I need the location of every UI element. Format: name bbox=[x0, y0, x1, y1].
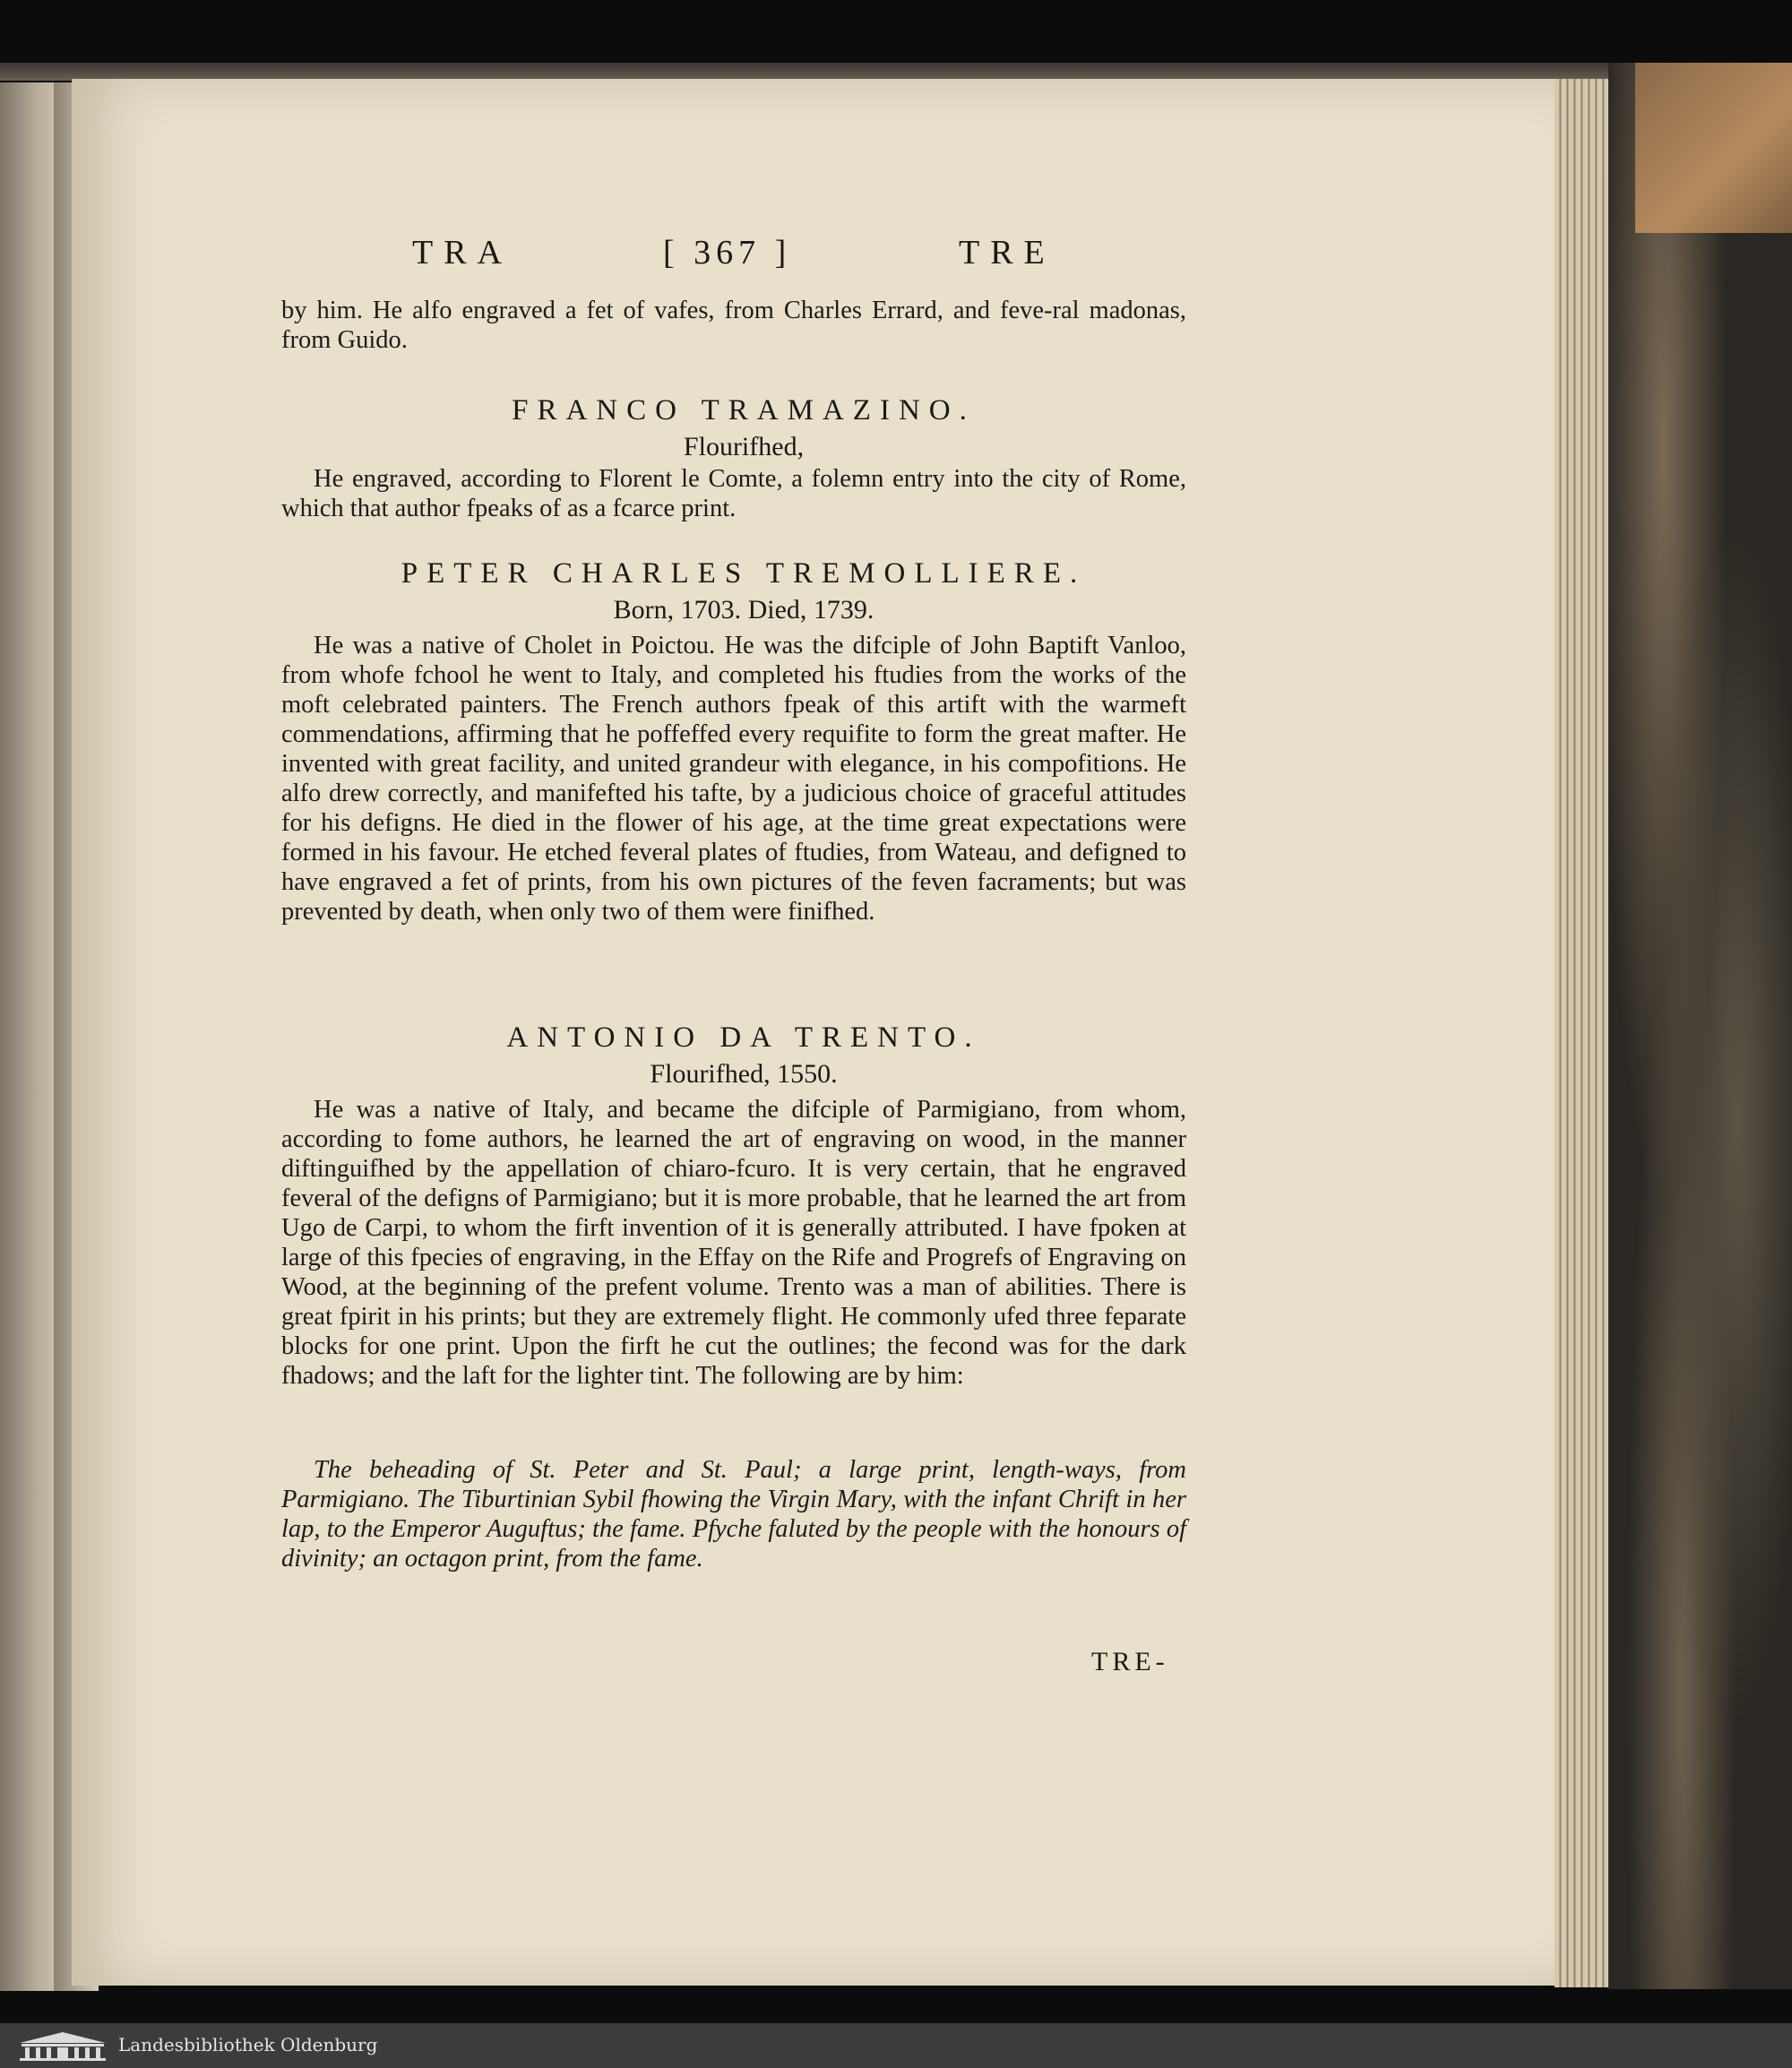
library-building-icon bbox=[18, 2030, 108, 2061]
continuation-paragraph: by him. He alfo engraved a fet of vafes, from Charles Errard, and feve-ral madonas, from Guido. bbox=[281, 297, 1186, 354]
works-list: The beheading of St. Peter and St. Paul; a large print, length-ways, from Parmigiano. The Tiburtinian Sybil fhowing the Virgin Mary, with the infant Chrift in her lap, to the Emperor Auguftus; the fame. Pfyche faluted by the people with the honours of divinity; an octagon print, from the fame. bbox=[281, 1456, 1186, 1573]
leather-corner bbox=[1635, 63, 1792, 233]
entry-dates: Flourifhed, bbox=[683, 432, 805, 461]
entry-heading: FRANCO TRAMAZINO. bbox=[512, 394, 976, 427]
entry-paragraph: He was a native of Cholet in Poictou. He was the difciple of John Baptift Vanloo, from whofe fchool he went to Italy, and completed his ftudies from the works of the moft celebrated painters. The French authors fpeak of this artift with the warmeft commendations, affirming that he poffeffed every requifite to form the great mafter. He invented with great facility, and united grandeur with elegance, in his compofitions. He alfo drew correctly, and manifefted his tafte, by a judicious choice of graceful attitudes for his defigns. He died in the flower of his age, at the time great expectations were formed in his favour. He etched feveral plates of ftudies, from Wateau, and defigned to have engraved a fet of prints, from his own pictures of the feven facraments; but was prevented by death, when only two of them were finifhed. bbox=[281, 632, 1186, 926]
entry-dates: Born, 1703. Died, 1739. bbox=[613, 595, 874, 625]
marbled-cover bbox=[1608, 63, 1792, 1989]
page-number: [ 367 ] bbox=[663, 234, 792, 271]
footer-bar bbox=[0, 2023, 1792, 2068]
entry-dates: Flourifhed, 1550. bbox=[650, 1059, 838, 1089]
catchword: TRE- bbox=[1091, 1647, 1169, 1676]
entry-heading: PETER CHARLES TREMOLLIERE. bbox=[401, 557, 1087, 590]
running-head-left: TRA bbox=[412, 234, 513, 271]
book-top-edge bbox=[0, 63, 1684, 81]
entry-heading: ANTONIO DA TRENTO. bbox=[506, 1021, 981, 1054]
running-head bbox=[412, 233, 1057, 276]
page-edges bbox=[1555, 79, 1608, 1987]
running-head-right: TRE bbox=[959, 234, 1055, 271]
library-name: Landesbibliothek Oldenburg bbox=[118, 2034, 378, 2055]
entry-paragraph: He was a native of Italy, and became the difciple of Parmigiano, from whom, according to fome authors, he learned the art of engraving on wood, in the manner diftinguifhed by the appellation of chiaro-fcuro. It is very certain, that he engraved feveral of the defigns of Parmigiano; but it is more probable, that he learned the art from Ugo de Carpi, to whom the firft invention of it is generally attributed. I have fpoken at large of this fpecies of engraving, in the Effay on the Rife and Progrefs of Engraving on Wood, at the beginning of the prefent volume. Trento was a man of abilities. There is great fpirit in his prints; but they are extremely flight. He commonly ufed three feparate blocks for one print. Upon the firft he cut the outlines; the fecond was for the dark fhadows; and the laft for the lighter tint. The following are by him: bbox=[281, 1096, 1186, 1390]
entry-paragraph: He engraved, according to Florent le Comte, a folemn entry into the city of Rome, which that author fpeaks of as a fcarce print. bbox=[281, 465, 1186, 522]
